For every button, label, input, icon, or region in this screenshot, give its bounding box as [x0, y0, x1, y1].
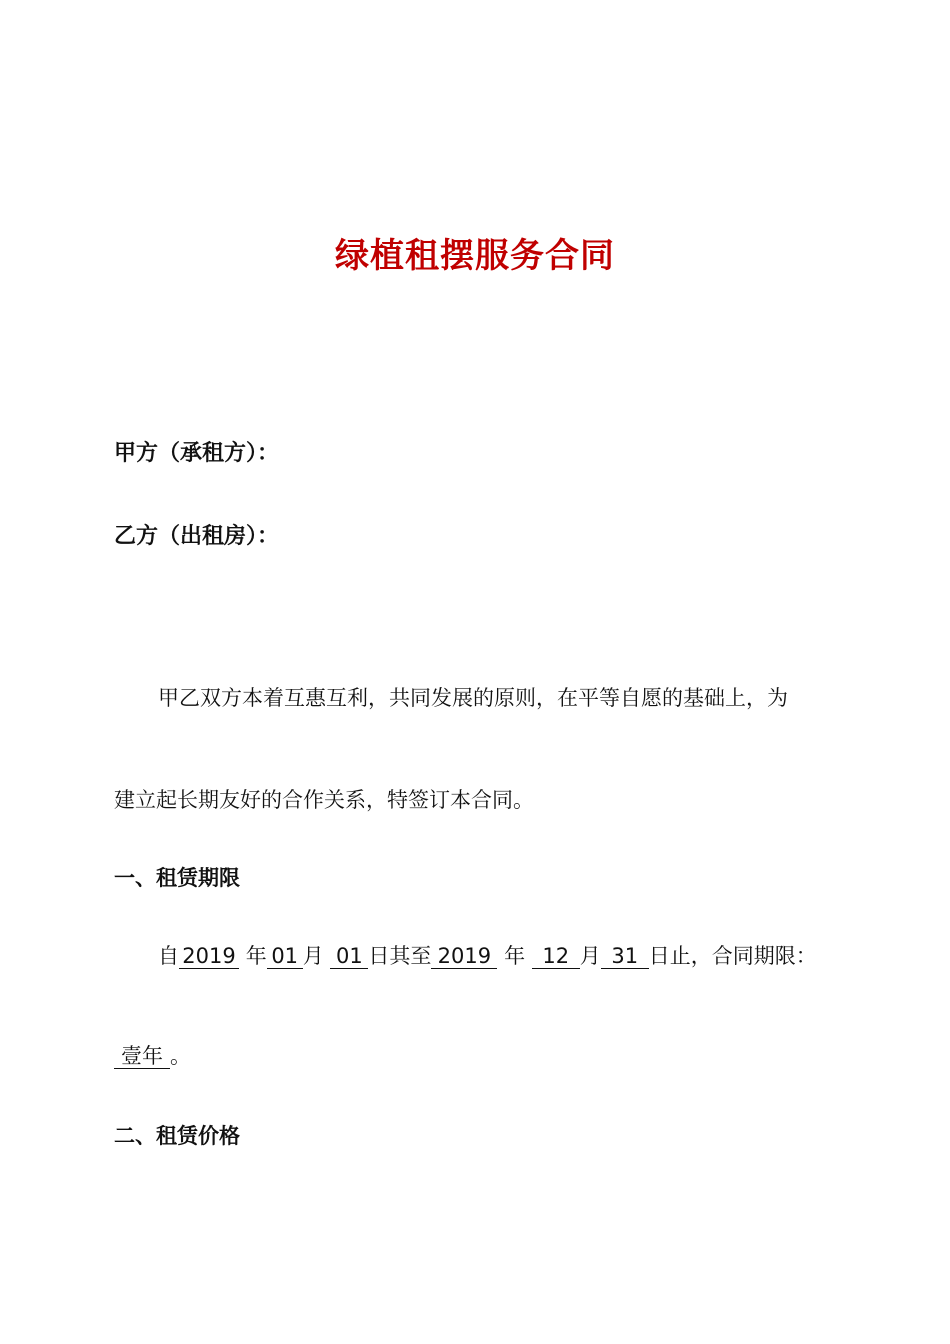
end-day-field: 31 [601, 944, 649, 969]
start-month-field: 01 [267, 944, 303, 969]
total-term-field: 壹年 [114, 1044, 170, 1069]
end-year-field: 2019 [431, 944, 497, 969]
end-suffix: 日止，合同期限： [648, 944, 817, 968]
start-year-field: 2019 [179, 944, 239, 969]
end-year-label: 年 [504, 944, 526, 968]
document-title: 绿植租摆服务合同 [335, 236, 615, 276]
month-label: 月 [302, 944, 324, 968]
intro-paragraph-line-1: 甲乙双方本着互惠互利，共同发展的原则，在平等自愿的基础上，为 [158, 686, 788, 710]
total-term-suffix: 。 [170, 1044, 191, 1068]
section-1-heading: 一、租赁期限 [114, 866, 240, 890]
lease-total-term-line [114, 1041, 191, 1071]
party-b-label: 乙方（出租房）： [114, 524, 280, 549]
party-a-label: 甲方（承租方）： [114, 441, 280, 466]
day-to-label: 日其至 [368, 944, 432, 968]
year-label: 年 [245, 944, 267, 968]
intro-paragraph-line-2: 建立起长期友好的合作关系，特签订本合同。 [114, 788, 534, 812]
start-day-field: 01 [330, 944, 368, 969]
term-prefix: 自 [158, 944, 179, 968]
section-2-heading: 二、租赁价格 [114, 1124, 240, 1148]
end-month-label: 月 [579, 944, 601, 968]
end-month-field: 12 [532, 944, 580, 969]
lease-term-line [158, 941, 817, 971]
